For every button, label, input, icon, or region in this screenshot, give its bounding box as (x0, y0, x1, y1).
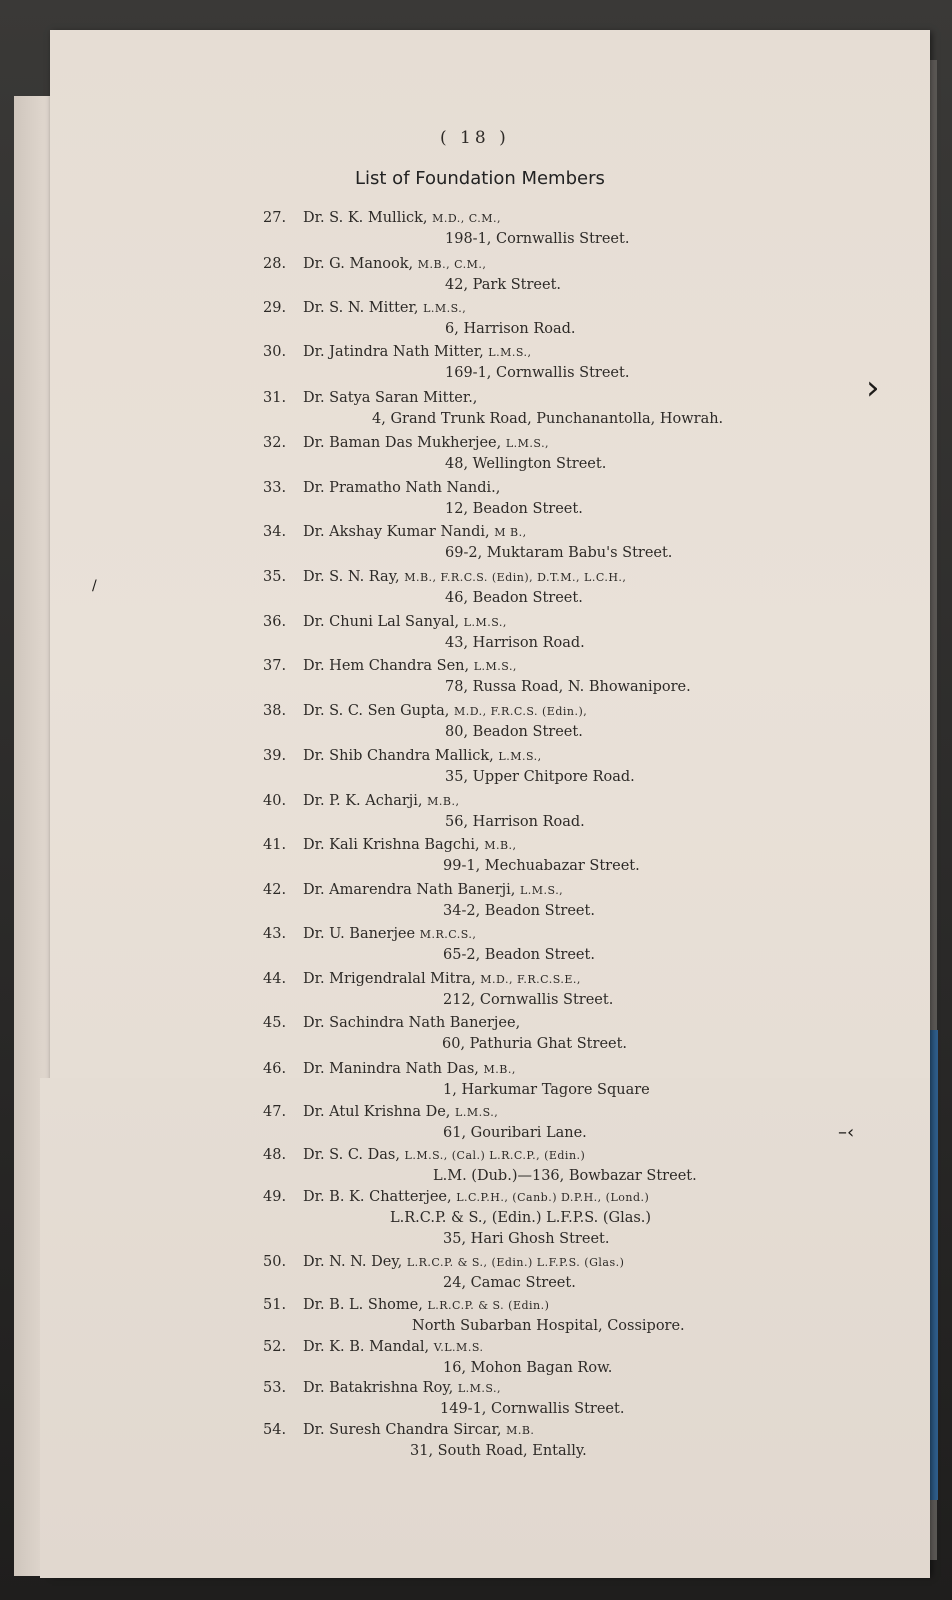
member-number: 27. (263, 210, 287, 226)
page-number: ( 18 ) (440, 128, 510, 148)
member-address: 169-1, Cornwallis Street. (445, 365, 630, 381)
member-name: Dr. Hem Chandra Sen, (303, 658, 470, 674)
member-number: 39. (263, 748, 287, 764)
member-qualifications: L.R.C.P. & S. (Edin.) (427, 1299, 550, 1312)
member-address: 149-1, Cornwallis Street. (440, 1401, 625, 1417)
member-qualifications: L.C.P.H., (Canb.) D.P.H., (Lond.) (456, 1191, 650, 1204)
member-number: 34. (263, 524, 287, 540)
member-address: 61, Gouribari Lane. (443, 1125, 587, 1141)
member-name: Dr. S. N. Mitter, (303, 300, 419, 316)
member-number: 37. (263, 658, 287, 674)
member-qualifications: L.M.S., (Cal.) L.R.C.P., (Edin.) (404, 1149, 586, 1162)
member-name: Dr. P. K. Acharji, (303, 793, 423, 809)
member-name: Dr. Baman Das Mukherjee, (303, 435, 502, 451)
member-qualifications: M.D., F.R.C.S. (Edin.), (453, 705, 588, 718)
member-address: 4, Grand Trunk Road, Punchanantolla, Howrah. (372, 411, 724, 427)
member-address: 43, Harrison Road. (445, 635, 585, 651)
member-name: Dr. Akshay Kumar Nandi, (303, 524, 490, 540)
member-number: 42. (263, 882, 287, 898)
member-qualifications: M.D., F.R.C.S.E., (480, 973, 581, 986)
member-name: Dr. Manindra Nath Das, (303, 1061, 479, 1077)
member-qualifications: M B., (494, 526, 527, 539)
member-address: 48, Wellington Street. (445, 456, 607, 472)
member-address: 24, Camac Street. (443, 1275, 576, 1291)
member-qualifications: M.D., C.M., (432, 212, 502, 225)
member-name: Dr. Sachindra Nath Banerjee, (303, 1015, 521, 1031)
member-name: Dr. S. C. Das, (303, 1147, 400, 1163)
list-title: List of Foundation Members (355, 168, 605, 189)
member-address: L.R.C.P. & S., (Edin.) L.F.P.S. (Glas.) (390, 1210, 652, 1226)
member-number: 41. (263, 837, 287, 853)
member-number: 30. (263, 344, 287, 360)
member-name: Dr. Chuni Lal Sanyal, (303, 614, 460, 630)
member-qualifications: M.B. (506, 1424, 535, 1437)
member-number: 49. (263, 1189, 287, 1205)
member-address: 16, Mohon Bagan Row. (443, 1360, 613, 1376)
member-name: Dr. B. K. Chatterjee, (303, 1189, 452, 1205)
member-address: 34-2, Beadon Street. (443, 903, 595, 919)
member-name: Dr. U. Banerjee (303, 926, 416, 942)
member-qualifications: L.M.S., (498, 750, 542, 763)
member-name: Dr. G. Manook, (303, 256, 414, 272)
member-number: 51. (263, 1297, 287, 1313)
member-address: 69-2, Muktaram Babu's Street. (445, 545, 673, 561)
member-number: 47. (263, 1104, 287, 1120)
member-name: Dr. Amarendra Nath Banerji, (303, 882, 516, 898)
member-number: 36. (263, 614, 287, 630)
member-name: Dr. Jatindra Nath Mitter, (303, 344, 484, 360)
member-address: 35, Upper Chitpore Road. (445, 769, 635, 785)
member-number: 46. (263, 1061, 287, 1077)
member-address: 198-1, Cornwallis Street. (445, 231, 630, 247)
member-name: Dr. B. L. Shome, (303, 1297, 423, 1313)
member-qualifications: L.M.S., (457, 1382, 502, 1395)
member-address: 31, South Road, Entally. (410, 1443, 587, 1459)
member-address: 65-2, Beadon Street. (443, 947, 595, 963)
member-number: 43. (263, 926, 287, 942)
member-address: 46, Beadon Street. (445, 590, 583, 606)
member-qualifications: L.M.S., (455, 1106, 499, 1119)
member-address: 6, Harrison Road. (445, 321, 576, 337)
member-number: 50. (263, 1254, 287, 1270)
member-name: Dr. Suresh Chandra Sircar, (303, 1422, 502, 1438)
member-address: 1, Harkumar Tagore Square (443, 1082, 650, 1098)
member-number: 31. (263, 390, 287, 406)
member-number: 44. (263, 971, 287, 987)
member-name: Dr. Mrigendralal Mitra, (303, 971, 476, 987)
member-name: Dr. Kali Krishna Bagchi, (303, 837, 480, 853)
member-qualifications: L.M.S., (463, 616, 507, 629)
member-address: 80, Beadon Street. (445, 724, 583, 740)
member-name: Dr. Satya Saran Mitter., (303, 390, 478, 406)
member-qualifications: M.R.C.S., (419, 928, 477, 941)
member-qualifications: L.M.S., (505, 437, 550, 450)
member-address: North Subarban Hospital, Cossipore. (412, 1318, 685, 1334)
member-qualifications: M.B., (483, 1063, 516, 1076)
member-address: 56, Harrison Road. (445, 814, 585, 830)
member-name: Dr. S. C. Sen Gupta, (303, 703, 450, 719)
member-number: 38. (263, 703, 287, 719)
member-name: Dr. Batakrishna Roy, (303, 1380, 454, 1396)
member-number: 45. (263, 1015, 287, 1031)
member-name: Dr. N. N. Dey, (303, 1254, 403, 1270)
member-qualifications: V.L.M.S. (433, 1341, 484, 1354)
member-number: 33. (263, 480, 287, 496)
member-address: 42, Park Street. (445, 277, 562, 293)
member-address: 12, Beadon Street. (445, 501, 583, 517)
member-name: Dr. Shib Chandra Mallick, (303, 748, 494, 764)
member-number: 40. (263, 793, 287, 809)
member-number: 35. (263, 569, 287, 585)
member-name: Dr. Pramatho Nath Nandi., (303, 480, 501, 496)
member-address: L.M. (Dub.)—136, Bowbazar Street. (433, 1168, 697, 1184)
member-address: 60, Pathuria Ghat Street. (442, 1036, 628, 1052)
member-name: Dr. K. B. Mandal, (303, 1339, 430, 1355)
member-address-line-2: 35, Hari Ghosh Street. (443, 1231, 610, 1247)
member-number: 54. (263, 1422, 287, 1438)
margin-pen-mark: –‹ (838, 1122, 855, 1143)
member-address: 99-1, Mechuabazar Street. (443, 858, 640, 874)
member-qualifications: L.M.S., (519, 884, 564, 897)
member-qualifications: L.M.S., (488, 346, 532, 359)
member-qualifications: L.R.C.P. & S., (Edin.) L.F.P.S. (Glas.) (406, 1256, 625, 1269)
member-number: 32. (263, 435, 287, 451)
margin-pen-mark: / (92, 578, 97, 594)
member-qualifications: L.M.S., (473, 660, 517, 673)
member-qualifications: M.B., (484, 839, 517, 852)
member-number: 53. (263, 1380, 287, 1396)
member-number: 52. (263, 1339, 287, 1355)
member-address: 212, Cornwallis Street. (443, 992, 614, 1008)
member-name: Dr. Atul Krishna De, (303, 1104, 451, 1120)
member-number: 28. (263, 256, 287, 272)
member-name: Dr. S. N. Ray, (303, 569, 400, 585)
member-address: 78, Russa Road, N. Bhowanipore. (445, 679, 691, 695)
member-qualifications: M.B., (427, 795, 460, 808)
member-name: Dr. S. K. Mullick, (303, 210, 428, 226)
member-qualifications: M.B., C.M., (417, 258, 487, 271)
member-qualifications: L.M.S., (423, 302, 467, 315)
margin-pen-mark: › (866, 368, 880, 408)
member-number: 29. (263, 300, 287, 316)
member-number: 48. (263, 1147, 287, 1163)
member-qualifications: M.B., F.R.C.S. (Edin), D.T.M., L.C.H., (404, 571, 627, 584)
